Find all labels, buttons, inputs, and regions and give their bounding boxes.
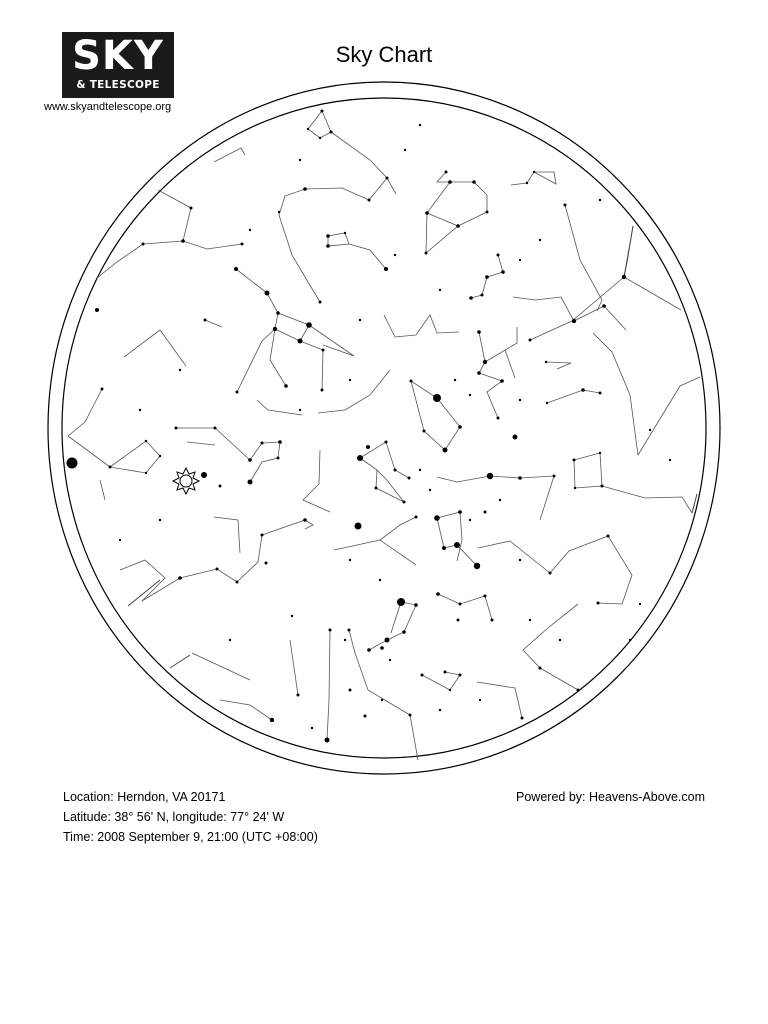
constellation-line <box>327 630 330 740</box>
star <box>469 296 473 300</box>
star <box>434 515 440 521</box>
star <box>501 270 505 274</box>
star <box>457 619 460 622</box>
star <box>421 674 424 677</box>
star <box>564 204 567 207</box>
star <box>397 598 405 606</box>
star <box>425 252 428 255</box>
star <box>486 211 489 214</box>
star <box>145 472 147 474</box>
star <box>385 638 390 643</box>
star <box>311 727 313 729</box>
constellation-line <box>380 540 416 565</box>
constellation-line <box>68 389 102 436</box>
star <box>306 322 312 328</box>
star <box>159 455 161 457</box>
star <box>669 459 671 461</box>
star <box>379 579 381 581</box>
constellation-line <box>142 535 262 601</box>
star <box>380 646 384 650</box>
constellation-line <box>236 269 300 341</box>
star <box>622 275 626 279</box>
star <box>481 294 484 297</box>
star <box>321 389 324 392</box>
star <box>529 619 531 621</box>
star <box>577 689 580 692</box>
star <box>367 648 371 652</box>
constellation-line <box>369 602 416 650</box>
star <box>322 349 325 352</box>
star <box>219 485 222 488</box>
star <box>265 562 268 565</box>
star <box>423 430 426 433</box>
constellation-line <box>574 306 626 330</box>
star <box>419 469 421 471</box>
star <box>325 738 330 743</box>
star <box>469 519 471 521</box>
star <box>299 409 301 411</box>
star <box>519 559 521 561</box>
star <box>433 394 441 402</box>
constellation-lines <box>68 111 700 760</box>
star <box>273 327 277 331</box>
star <box>479 699 481 701</box>
constellation-line <box>638 377 700 455</box>
star <box>178 576 182 580</box>
constellation-line <box>257 400 302 415</box>
star <box>454 542 460 548</box>
star <box>533 171 535 173</box>
star <box>190 207 193 210</box>
star <box>497 417 500 420</box>
constellation-line <box>214 517 240 553</box>
star <box>409 714 412 717</box>
stars <box>67 110 672 743</box>
star <box>145 440 147 442</box>
star <box>330 131 333 134</box>
star <box>236 581 239 584</box>
constellation-line <box>478 536 632 604</box>
star <box>445 171 448 174</box>
star <box>497 254 500 257</box>
boundary-line <box>170 655 190 668</box>
star <box>357 455 363 461</box>
star <box>518 476 522 480</box>
star <box>278 211 280 213</box>
star <box>249 229 251 231</box>
star <box>607 535 610 538</box>
star <box>639 603 641 605</box>
star <box>519 399 521 401</box>
constellation-line <box>318 370 390 413</box>
star <box>429 489 431 491</box>
star <box>359 319 361 321</box>
star <box>277 457 280 460</box>
star <box>456 224 460 228</box>
constellation-line <box>437 476 554 482</box>
constellation-line <box>505 350 515 378</box>
star <box>483 360 487 364</box>
star <box>545 361 547 363</box>
constellation-line <box>422 672 460 690</box>
site-url[interactable]: www.skyandtelescope.org <box>44 101 172 113</box>
star <box>261 534 264 537</box>
star <box>477 330 481 334</box>
star <box>419 124 421 126</box>
star <box>319 301 322 304</box>
star <box>559 639 561 641</box>
star <box>599 199 601 201</box>
star <box>526 182 528 184</box>
star <box>404 149 406 151</box>
star <box>329 629 332 632</box>
constellation-line <box>602 486 692 513</box>
boundary-line <box>624 226 633 277</box>
star <box>214 427 217 430</box>
constellation-line <box>523 604 578 690</box>
star <box>276 311 280 315</box>
star <box>344 639 346 641</box>
star <box>443 448 448 453</box>
constellation-line <box>624 226 681 310</box>
constellation-line <box>187 442 215 445</box>
star <box>414 603 418 607</box>
star <box>415 516 418 519</box>
constellation-line <box>349 630 418 760</box>
star <box>175 427 178 430</box>
star <box>326 244 330 248</box>
constellation-line <box>547 390 600 403</box>
constellation-line <box>485 327 517 362</box>
constellation-line <box>426 172 487 253</box>
constellation-line <box>124 330 186 366</box>
constellation-line <box>237 329 275 392</box>
constellation-line <box>574 453 602 488</box>
constellation-line <box>438 594 492 620</box>
constellation-line <box>279 178 387 302</box>
star <box>349 559 351 561</box>
star <box>444 671 447 674</box>
star <box>573 459 576 462</box>
star <box>216 568 219 571</box>
constellation-line <box>411 381 460 450</box>
star <box>234 267 238 271</box>
constellation-line <box>511 172 556 185</box>
star <box>448 180 452 184</box>
star <box>546 402 548 404</box>
star <box>375 487 378 490</box>
star <box>349 379 351 381</box>
star <box>241 243 244 246</box>
star <box>458 510 462 514</box>
star <box>572 319 576 323</box>
star <box>529 339 532 342</box>
star <box>101 388 104 391</box>
star <box>491 619 494 622</box>
chart-outer-ring <box>48 82 720 774</box>
star <box>629 639 631 641</box>
constellation-line <box>530 277 624 340</box>
star <box>394 254 396 256</box>
constellation-line <box>328 233 349 246</box>
star <box>303 187 307 191</box>
location-text: Location: Herndon, VA 20171 <box>63 790 226 804</box>
constellation-line <box>183 241 242 249</box>
star <box>319 137 321 139</box>
constellation-line <box>192 653 250 680</box>
star <box>549 572 552 575</box>
star <box>179 369 181 371</box>
star <box>386 177 389 180</box>
star <box>181 239 185 243</box>
constellation-line <box>540 476 554 520</box>
star <box>298 339 303 344</box>
star <box>539 239 541 241</box>
star <box>270 718 274 722</box>
constellation-line <box>334 517 416 550</box>
star <box>519 259 521 261</box>
star <box>299 159 301 161</box>
star <box>469 394 471 396</box>
constellation-line <box>278 313 309 341</box>
star <box>599 392 602 395</box>
star <box>321 110 324 113</box>
star <box>436 592 440 596</box>
star <box>449 689 451 691</box>
constellation-line <box>384 315 459 337</box>
constellation-line <box>437 512 462 561</box>
star <box>142 243 145 246</box>
constellation-line <box>262 520 313 535</box>
constellation-line <box>97 244 143 278</box>
star <box>67 458 78 469</box>
star <box>499 499 501 501</box>
star <box>477 371 481 375</box>
star <box>597 602 600 605</box>
star <box>265 291 270 296</box>
constellation-line <box>565 205 602 311</box>
star <box>384 267 388 271</box>
star <box>484 511 487 514</box>
star <box>284 384 288 388</box>
star <box>119 539 121 541</box>
star <box>394 469 397 472</box>
constellation-line <box>176 428 250 460</box>
constellation-line <box>290 640 298 695</box>
star <box>442 546 446 550</box>
constellation-line <box>308 111 331 138</box>
star <box>487 473 493 479</box>
star <box>389 659 391 661</box>
constellation-line <box>214 148 245 162</box>
star <box>408 477 411 480</box>
star <box>574 487 576 489</box>
star <box>139 409 141 411</box>
star <box>521 717 524 720</box>
time-text: Time: 2008 September 9, 21:00 (UTC +08:00) <box>63 830 318 844</box>
constellation-line <box>303 450 330 512</box>
star <box>159 519 161 521</box>
sun-icon <box>173 468 199 494</box>
star <box>553 475 556 478</box>
star <box>602 304 606 308</box>
constellation-line <box>110 441 160 473</box>
star <box>229 639 231 641</box>
star <box>248 480 253 485</box>
star <box>95 308 99 312</box>
boundary-lines <box>128 226 697 668</box>
star <box>381 699 383 701</box>
star <box>454 379 456 381</box>
star <box>297 694 300 697</box>
star <box>474 563 480 569</box>
star <box>599 452 601 454</box>
constellation-line <box>270 329 286 386</box>
constellation-line <box>331 132 396 194</box>
page-title: Sky Chart <box>335 42 433 67</box>
constellation-line <box>205 320 222 327</box>
logo-sub-text: & TELESCOPE <box>76 79 160 91</box>
constellation-line <box>513 297 574 321</box>
star <box>278 440 282 444</box>
star <box>410 380 413 383</box>
star <box>248 458 252 462</box>
star <box>485 275 489 279</box>
star <box>403 501 406 504</box>
star <box>261 442 264 445</box>
star <box>459 603 462 606</box>
constellation-line <box>477 682 522 718</box>
star <box>581 388 585 392</box>
observation-info <box>63 787 318 847</box>
star <box>368 199 371 202</box>
star <box>649 429 651 431</box>
star <box>364 715 367 718</box>
star <box>425 211 429 215</box>
logo-main-text: SKY <box>72 33 164 79</box>
powered-by-credit[interactable]: Powered by: Heavens-Above.com <box>516 790 705 804</box>
constellation-line <box>360 458 404 502</box>
constellation-line <box>391 602 401 633</box>
star <box>439 709 441 711</box>
star <box>348 629 351 632</box>
star <box>402 630 406 634</box>
star <box>109 466 112 469</box>
constellation-line <box>309 325 354 356</box>
constellation-line <box>479 332 502 418</box>
star <box>344 232 346 234</box>
star <box>366 445 370 449</box>
star <box>303 518 307 522</box>
star <box>601 485 604 488</box>
star <box>385 441 388 444</box>
star <box>349 689 352 692</box>
constellation-line <box>349 244 386 269</box>
constellation-line <box>143 190 191 244</box>
constellation-line <box>427 213 458 226</box>
constellation-line <box>546 362 571 369</box>
star <box>458 425 462 429</box>
star <box>459 674 462 677</box>
star <box>472 180 476 184</box>
star <box>513 435 518 440</box>
star <box>439 289 441 291</box>
chart-horizon <box>62 98 706 758</box>
constellation-line <box>300 341 323 390</box>
latlong-text: Latitude: 38° 56' N, longitude: 77° 24' W <box>63 810 285 824</box>
star <box>326 234 330 238</box>
star <box>307 128 309 130</box>
star <box>236 391 239 394</box>
star <box>204 319 207 322</box>
constellation-line <box>250 442 280 482</box>
star <box>484 595 487 598</box>
constellation-line <box>100 480 105 500</box>
star <box>201 472 207 478</box>
star <box>539 667 542 670</box>
star <box>291 615 293 617</box>
star <box>500 379 504 383</box>
star <box>355 523 362 530</box>
